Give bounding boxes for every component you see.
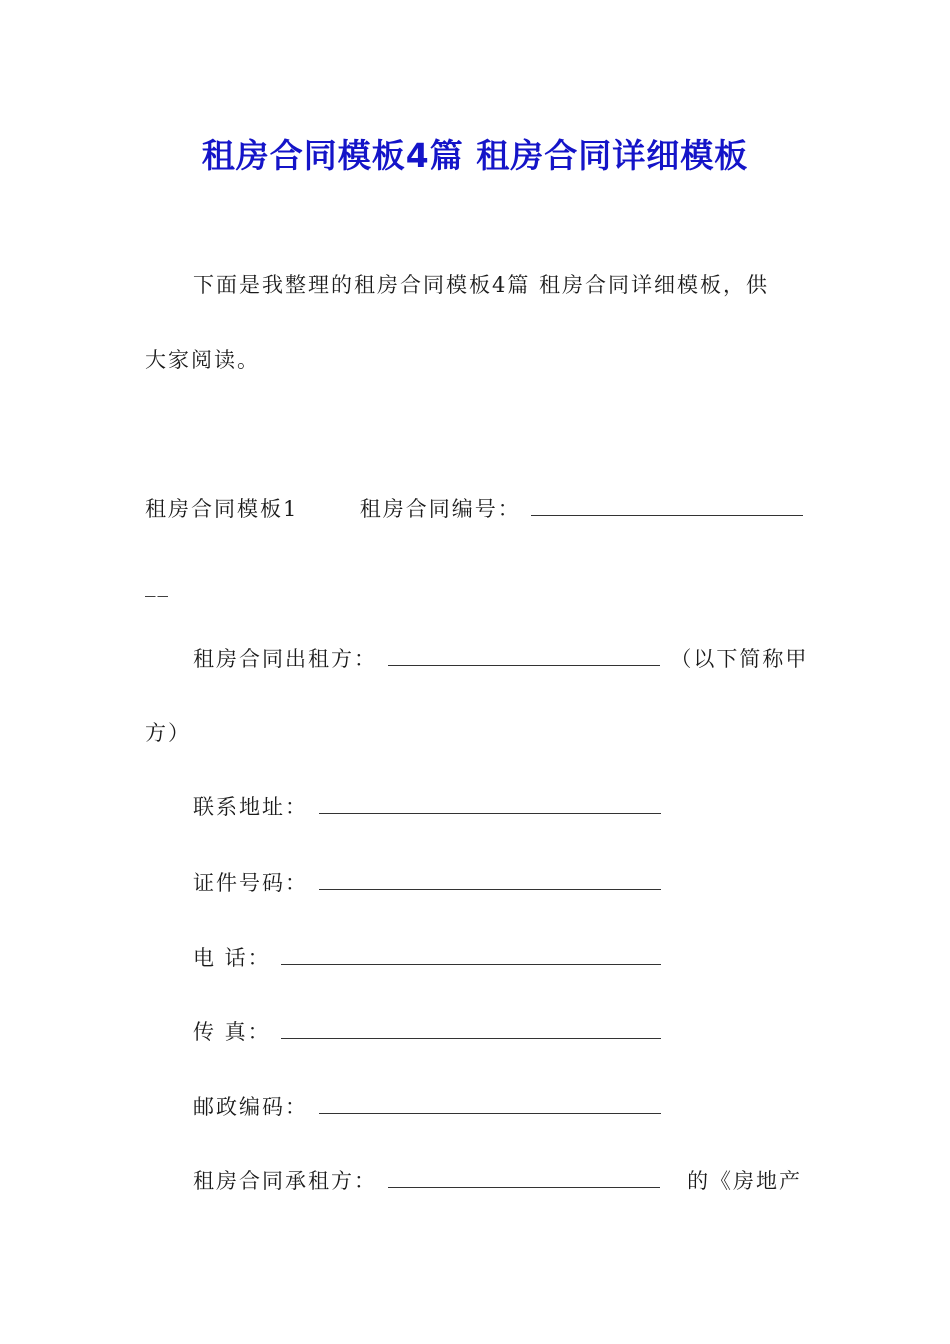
id-label: 证件号码： xyxy=(193,871,308,895)
address-row xyxy=(193,792,663,822)
phone-row xyxy=(193,943,663,973)
lessor-blank[interactable] xyxy=(388,645,660,666)
lessee-suffix: 的《房地产 xyxy=(687,1169,803,1193)
contract-number-label: 租房合同编号： xyxy=(359,497,521,521)
document-title: 租房合同模板4篇 租房合同详细模板 xyxy=(201,136,749,175)
lessee-blank[interactable] xyxy=(388,1167,660,1188)
contract-number-blank[interactable] xyxy=(531,495,803,516)
phone-blank[interactable] xyxy=(281,944,661,965)
lessor-label: 租房合同出租方： xyxy=(193,647,377,671)
contract-number-blank-cont: __ xyxy=(145,573,170,597)
postcode-blank[interactable] xyxy=(319,1093,661,1114)
fax-label: 传 真： xyxy=(193,1020,271,1044)
id-blank[interactable] xyxy=(319,869,661,890)
template-heading: 租房合同模板1 xyxy=(145,497,299,521)
lessor-row xyxy=(193,644,808,674)
address-blank[interactable] xyxy=(319,793,661,814)
intro-paragraph-line2: 大家阅读。 xyxy=(145,348,260,372)
contract-number-row xyxy=(145,494,805,524)
fax-row xyxy=(193,1017,663,1047)
address-label: 联系地址： xyxy=(193,795,308,819)
fax-blank[interactable] xyxy=(281,1018,661,1039)
postcode-label: 邮政编码： xyxy=(193,1095,308,1119)
lessee-label: 租房合同承租方： xyxy=(193,1169,377,1193)
lessee-row xyxy=(193,1166,802,1196)
id-row xyxy=(193,868,663,898)
postcode-row xyxy=(193,1092,663,1122)
lessor-suffix-cont: 方） xyxy=(145,721,191,745)
lessor-suffix: （以下简称甲 xyxy=(670,647,809,671)
intro-paragraph-line1: 下面是我整理的租房合同模板4篇 租房合同详细模板，供 xyxy=(193,273,770,297)
phone-label: 电 话： xyxy=(193,946,271,970)
